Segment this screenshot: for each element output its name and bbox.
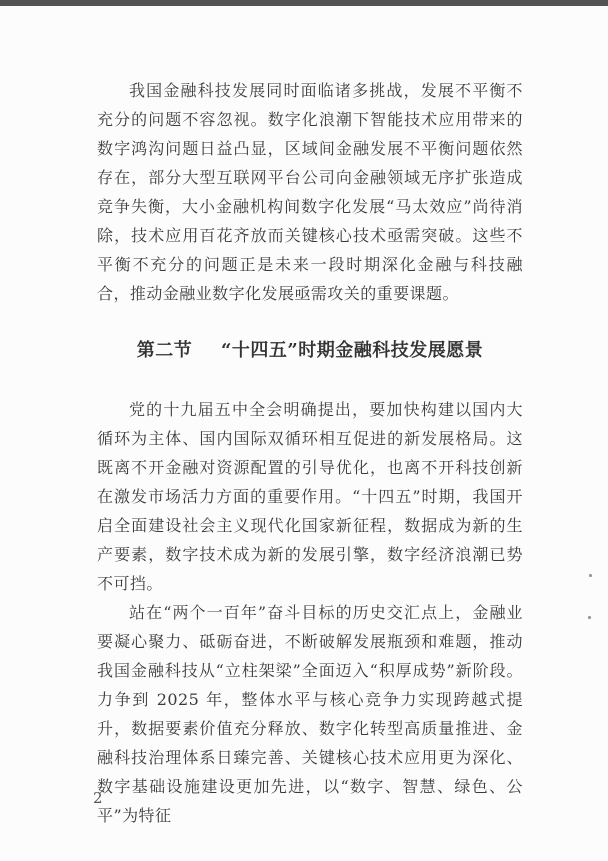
section-number: 第二节	[136, 340, 193, 361]
paragraph-plenum: 党的十九届五中全会明确提出，要加快构建以国内大循环为主体、国内国际双循环相互促进的新发展格局。这既离不开金融对资源配置的引导优化，也离不开科技创新在激发市场活力方面的重要作用。“十四五”时期，我国开启全面建设社会主义现代化国家新征程，数据成为新的生产要素，数字技术成为新的发展引擎，数字经济浪潮已势不可挡。	[97, 400, 523, 593]
scan-edge-top	[0, 0, 608, 6]
section-heading	[97, 336, 523, 365]
page-content	[97, 76, 523, 830]
paragraph-goals: 站在“两个一百年”奋斗目标的历史交汇点上，金融业要凝心聚力、砥砺奋进，不断破解发展瓶颈和难题，推动我国金融科技从“立柱架梁”全面迈入“积厚成势”新阶段。力争到 2025 年，整体水平与核心竞争力实现跨越式提升，数据要素价值充分释放、数字化转型高质量推进、金融科技治理体系日臻完善、关键核心技术应用更为深化、数字基础设施建设更加先进，以“数字、智慧、绿色、公平”为特征	[97, 603, 523, 825]
scan-speck	[589, 574, 592, 577]
scan-speck	[588, 616, 591, 619]
page-number: 2	[93, 789, 103, 807]
paragraph-challenges: 我国金融科技发展同时面临诸多挑战，发展不平衡不充分的问题不容忽视。数字化浪潮下智能技术应用带来的数字鸿沟问题日益凸显，区域间金融发展不平衡问题依然存在，部分大型互联网平台公司向金融领域无序扩张造成竞争失衡，大小金融机构间数字化发展“马太效应”尚待消除，技术应用百花齐放而关键核心技术亟需突破。这些不平衡不充分的问题正是未来一段时期深化金融与科技融合，推动金融业数字化发展亟需攻关的重要课题。	[97, 81, 523, 303]
section-title: “十四五”时期金融科技发展愿景	[221, 340, 484, 361]
